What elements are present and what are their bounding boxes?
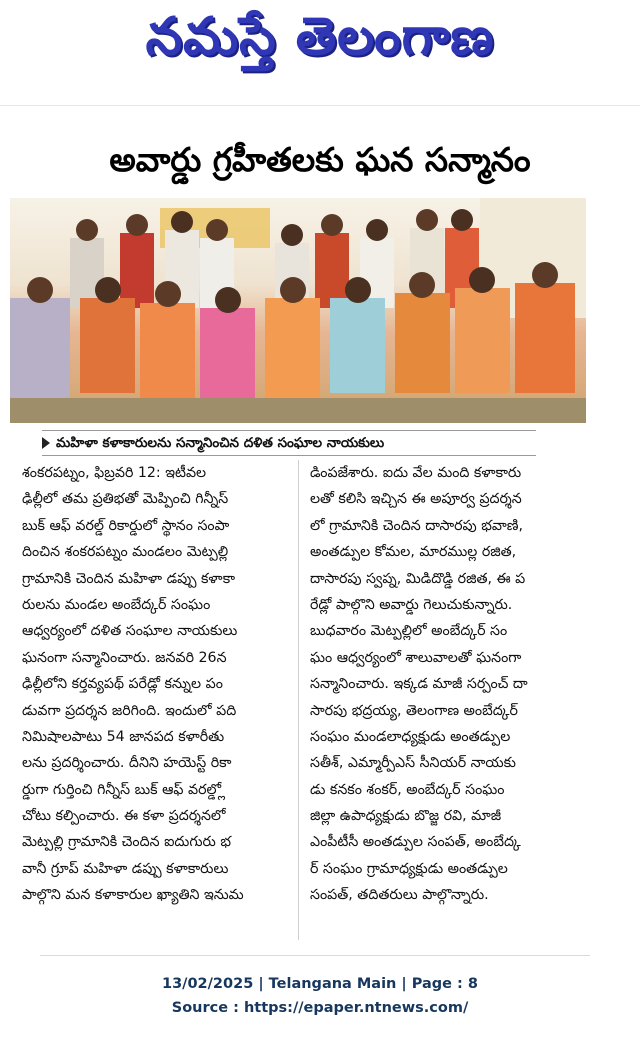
body-line: చోటు కల్పించారు. ఈ కళా ప్రదర్శనలో [22,808,226,825]
article-photo [10,198,586,423]
body-line: లను ప్రదర్శించారు. దీనిని హయెస్ట్ రికా [22,755,232,772]
article-headline: అవార్డు గ్రహీతలకు ఘన సన్మానం [109,140,531,179]
body-line: అంతడ్పుల కోమల, మారముల్ల రజిత, [310,544,517,561]
edition-info: 13/02/2025 | Telangana Main | Page : 8 [161,976,478,992]
group-photo-illustration [10,198,586,423]
body-line: డువగా ప్రదర్శన జరిగింది. ఇందులో పది [22,702,237,719]
column-divider [298,460,299,940]
article-body-left-column [22,460,292,909]
article-body-right-column [310,460,580,909]
body-line: బుక్ ఆఫ్ వరల్డ్ రికార్డులో స్థానం సంపా [22,517,230,534]
body-line: రులను మండల అంబేద్కర్ సంఘం [22,596,211,613]
body-line: సారపు భద్రయ్య, తెలంగాణ అంబేద్కర్ [310,702,518,719]
body-line: గ్రామానికి చెందిన మహిళా డప్పు కళాకా [22,570,235,587]
body-line: ర్డుగా గుర్తించి గిన్నీస్ బుక్ ఆఫ్ వరల్డ్లో [22,781,226,798]
body-line: బుధవారం మెట్పల్లిలో అంబేద్కర్ సం [310,623,508,640]
body-line: వానీ గ్రూప్ మహిళా డప్పు కళాకారులు [22,860,229,877]
body-line: డు కనకం శంకర్, అంబేద్కర్ సంఘం [310,781,505,798]
body-line: పాల్గొని మన కళాకారుల ఖ్యాతిని ఇనుమ [22,887,244,904]
footer-divider [40,955,590,956]
body-line: దాసారపు స్వప్న, మిడిదొడ్డి రజిత, ఈ ప [310,570,526,587]
body-line: ఘం ఆధ్వర్యంలో శాలువాలతో ఘనంగా [310,649,522,666]
body-line: ఢిల్లీలో తమ ప్రతిభతో మెప్పించి గిన్నీస్ [22,491,229,508]
body-line: డింపజేశారు. ఐదు వేల మంది కళాకారు [310,465,522,481]
body-line: మెట్పల్లి గ్రామానికి చెందిన ఐదుగురు భ [22,834,231,851]
body-line: సతీశ్, ఎమ్మార్పీఎస్ సీనియర్ నాయకు [310,755,516,772]
body-line: ఎంపీటీసీ అంతడ్పుల సంపత్, అంబేద్క [310,834,521,851]
masthead [0,0,640,106]
body-line: ర్ సంఘం గ్రామాధ్యక్షుడు అంతడ్పుల [310,860,508,877]
newspaper-logo: నమస్తే తెలంగాణ [145,6,495,67]
body-line: జిల్లా ఉపాధ్యక్షుడు బొజ్జ రవి, మాజీ [310,808,502,825]
body-line: నిమిషాలపాటు 54 జానపద కళారీతు [22,728,225,745]
body-line: సన్మానించారు. ఇక్కడ మాజీ సర్పంచ్ దా [310,676,528,693]
body-line: ఢిల్లీలోని కర్తవ్యపథ్ పరేడ్లో కన్నుల పం [22,676,223,693]
body-line: రేడ్లో పాల్గొని అవార్డు గెలుచుకున్నారు. [310,596,513,613]
body-line: శంకరపట్నం, ఫిబ్రవరి 12: ఇటీవల [22,465,207,481]
body-line: సంఘం మండలాధ్యక్షుడు అంతడ్పుల [310,728,511,745]
body-line: లతో కలిసి ఇచ్చిన ఈ అపూర్వ ప్రదర్శన [310,491,522,508]
body-line: ఆధ్వర్యంలో దళిత సంఘాల నాయకులు [22,623,238,640]
photo-caption: మహిళా కళాకారులను సన్మానించిన దళిత సంఘాల నాయకులు [42,430,536,456]
body-line: ఘనంగా సన్మానించారు. జనవరి 26న [22,649,227,666]
body-line: లో గ్రామానికి చెందిన దాసారపు భవాణి, [310,517,523,534]
body-line: సంపత్, తదితరులు పాల్గొన్నారు. [310,887,489,904]
source-info: Source : https://epaper.ntnews.com/ [171,1000,469,1016]
body-line: దించిన శంకరపట్నం మండలం మెట్పల్లి [22,544,229,561]
